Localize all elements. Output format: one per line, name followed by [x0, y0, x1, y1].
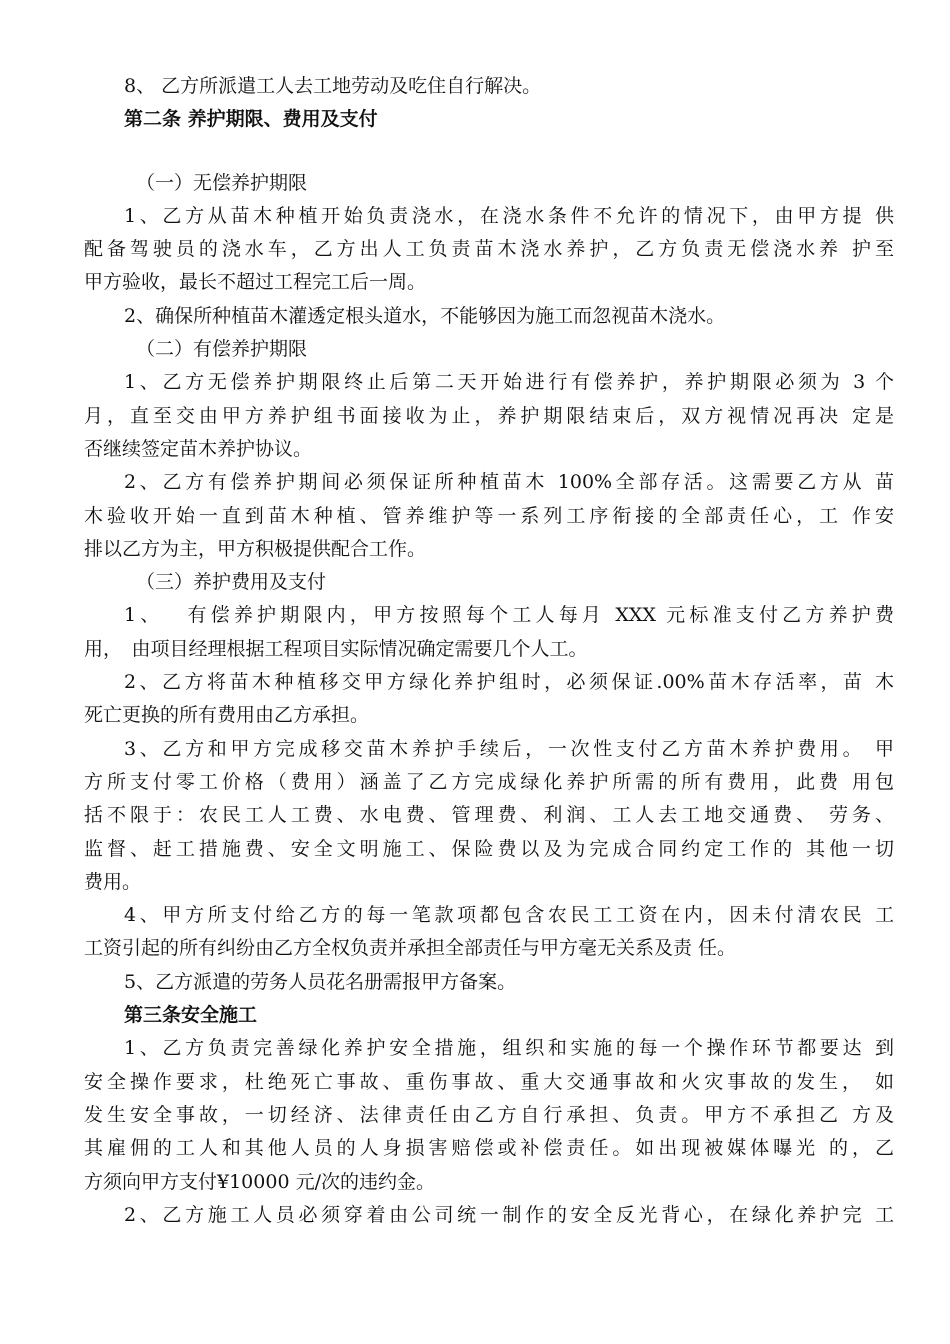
text-line: 死亡更换的所有费用由乙方承担。: [84, 704, 370, 727]
text-line: （二）有偿养护期限: [136, 338, 308, 361]
text-line: 甲方验收，最长不超过工程完工后一周。: [84, 271, 427, 294]
text-line: 监督、赶工措施费、安全文明施工、保险费以及为完成合同约定工作的 其他一切: [84, 837, 894, 860]
text-line: 月，直至交由甲方养护组书面接收为止，养护期限结束后，双方视情况再决 定是: [84, 404, 894, 427]
text-line: 1、 有偿养护期限内，甲方按照每个工人每月 XXX 元标准支付乙方养护费: [124, 604, 894, 627]
text-line: 木验收开始一直到苗木种植、管养维护等一系列工序衔接的全部责任心，工 作安: [84, 504, 894, 527]
section-heading: 第二条 养护期限、费用及支付: [124, 108, 378, 131]
text-line: 括不限于：农民工人工费、水电费、管理费、利润、工人去工地交通费、 劳务、: [84, 804, 894, 827]
text-line: 2、乙方将苗木种植移交甲方绿化养护组时，必须保证.00%苗木存活率，苗 木: [124, 671, 894, 694]
text-line: （一）无偿养护期限: [136, 171, 308, 194]
text-line: 1、乙方负责完善绿化养护安全措施，组织和实施的每一个操作环节都要达 到: [124, 1037, 894, 1060]
document-body: [84, 70, 894, 1232]
text-line: 工资引起的所有纠纷由乙方全权负责并承担全部责任与甲方毫无关系及责 任。: [84, 937, 737, 960]
text-line: 8、 乙方所派遣工人去工地劳动及吃住自行解决。: [124, 75, 542, 97]
text-line: 1、乙方从苗木种植开始负责浇水，在浇水条件不允许的情况下，由甲方提 供: [124, 204, 894, 227]
text-line: 1、乙方无偿养护期限终止后第二天开始进行有偿养护，养护期限必须为 3 个: [124, 371, 894, 394]
text-line: 配备驾驶员的浇水车，乙方出人工负责苗木浇水养护，乙方负责无偿浇水养 护至: [84, 238, 894, 261]
text-line: 2、乙方有偿养护期间必须保证所种植苗木 100%全部存活。这需要乙方从 苗: [124, 471, 894, 494]
text-line: 排以乙方为主，甲方积极提供配合工作。: [84, 537, 427, 560]
text-line: 3、乙方和甲方完成移交苗木养护手续后，一次性支付乙方苗木养护费用。 甲: [124, 737, 894, 760]
text-line: （三）养护费用及支付: [136, 571, 327, 594]
text-line: 其雇佣的工人和其他人员的人身损害赔偿或补偿责任。如出现被媒体曝光 的，乙: [84, 1137, 894, 1160]
text-line: 2、乙方施工人员必须穿着由公司统一制作的安全反光背心，在绿化养护完 工: [124, 1203, 894, 1226]
text-line: 安全操作要求，杜绝死亡事故、重伤事故、重大交通事故和火灾事故的发生， 如: [84, 1070, 894, 1093]
text-line: 用， 由项目经理根据工程项目实际情况确定需要几个人工。: [84, 637, 588, 660]
blank-line: [84, 137, 894, 167]
text-line: 费用。: [84, 870, 142, 893]
text-line: 4、甲方所支付给乙方的每一笔款项都包含农民工工资在内，因未付清农民 工: [124, 904, 894, 927]
section-heading: 第三条安全施工: [124, 1004, 258, 1027]
text-line: 否继续签定苗木养护协议。: [84, 437, 313, 460]
text-line: 方须向甲方支付¥10000 元/次的违约金。: [84, 1170, 435, 1193]
text-line: 2、确保所种植苗木灌透定根头道水，不能够因为施工而忽视苗木浇水。: [124, 304, 726, 327]
text-line: 5、乙方派遣的劳务人员花名册需报甲方备案。: [124, 970, 517, 993]
text-line: 发生安全事故，一切经济、法律责任由乙方自行承担、负责。甲方不承担乙 方及: [84, 1103, 894, 1126]
text-line: 方所支付零工价格（费用）涵盖了乙方完成绿化养护所需的所有费用，此费 用包: [84, 770, 894, 793]
